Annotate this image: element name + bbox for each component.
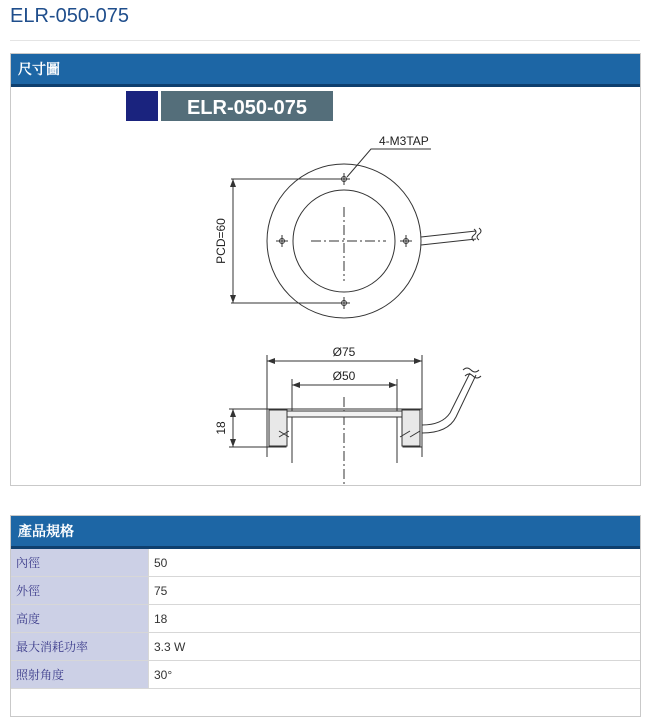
spec-label: 照射角度 — [11, 661, 149, 689]
model-badge-dark-block — [126, 91, 158, 121]
spec-label: 外徑 — [11, 577, 149, 605]
page-title: ELR-050-075 — [10, 5, 129, 27]
spec-value: 18 — [149, 605, 641, 633]
table-row — [11, 549, 640, 577]
spec-value: 50 — [149, 549, 641, 577]
spec-label: 內徑 — [11, 549, 149, 577]
spec-label: 最大消耗功率 — [11, 633, 149, 661]
spec-label: 高度 — [11, 605, 149, 633]
cable-side-view — [422, 368, 481, 433]
spec-value: 3.3 W — [149, 633, 641, 661]
spec-section-header: 產品規格 — [11, 516, 640, 549]
inner-dia-label: Ø50 — [332, 369, 356, 383]
dimension-drawing-panel — [10, 53, 641, 486]
title-divider — [10, 40, 640, 41]
table-row — [11, 605, 640, 633]
dimension-drawing — [11, 87, 640, 485]
tap-leader-line — [347, 149, 431, 177]
dimension-section-header: 尺寸圖 — [11, 54, 640, 87]
table-row — [11, 577, 640, 605]
table-row — [11, 661, 640, 689]
spec-value: 30° — [149, 661, 641, 689]
model-badge-label: ELR-050-075 — [186, 97, 308, 119]
cable-top-view — [421, 228, 481, 245]
tap-hole-left — [276, 235, 288, 247]
table-row — [11, 633, 640, 661]
tap-hole-right — [400, 235, 412, 247]
height-label: 18 — [214, 421, 228, 435]
pcd-label: PCD=60 — [214, 218, 228, 264]
spec-panel — [10, 515, 641, 717]
spec-table — [11, 549, 640, 689]
spec-value: 75 — [149, 577, 641, 605]
outer-dia-label: Ø75 — [332, 345, 356, 359]
tap-label: 4-M3TAP — [379, 134, 429, 148]
